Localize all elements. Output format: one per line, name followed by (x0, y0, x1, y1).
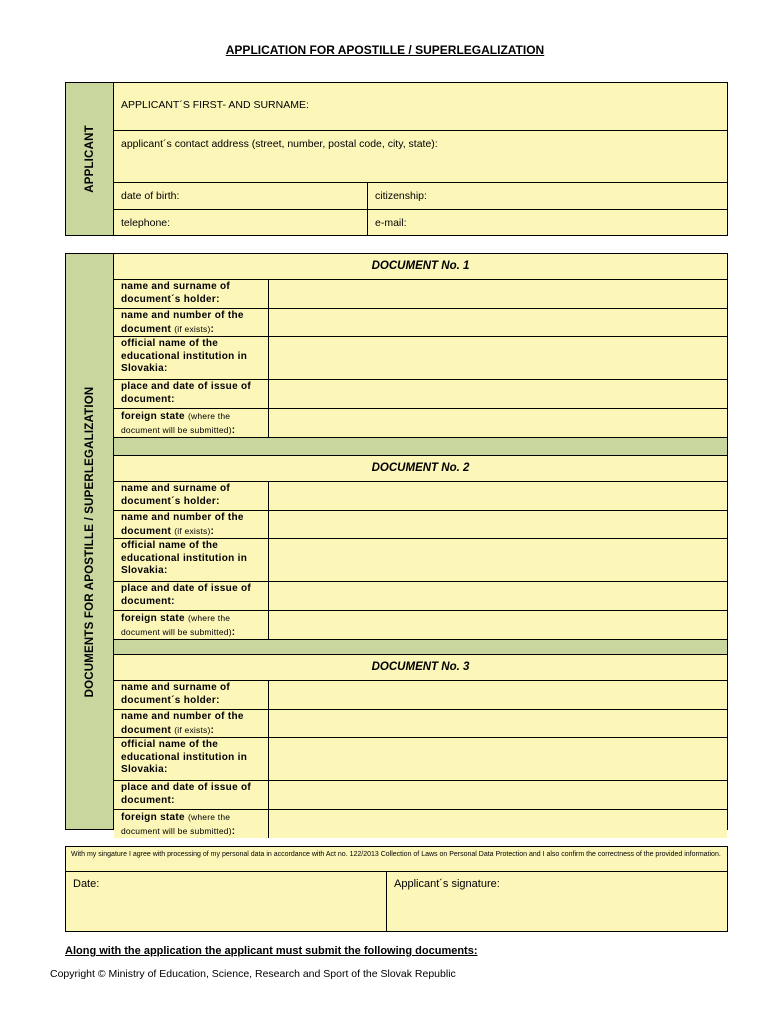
document-field-label-note: (where the document will be submitted) (121, 613, 232, 637)
applicant-address-field[interactable] (114, 131, 727, 182)
consent-text: With my singature I agree with processing of my personal data in accordance with Act no. 122/2013 Collection of Laws on Personal Data Protection and I also confirm the correctness of the provided information. (71, 851, 721, 858)
document-field-input-foreign[interactable] (269, 611, 727, 639)
document-field-label-issue: place and date of issue of document: (114, 781, 268, 809)
signature-label: Applicant´s signature: (394, 878, 500, 890)
signature-field[interactable] (387, 872, 727, 931)
document-field-input-holder[interactable] (269, 681, 727, 709)
document-field-input-institution[interactable] (269, 738, 727, 780)
document-field-label-main: name and number of the document (121, 512, 244, 537)
document-heading: DOCUMENT No. 2 (114, 456, 727, 481)
document-field-label-issue: place and date of issue of document: (114, 582, 268, 610)
dob-label: date of birth: (121, 190, 180, 202)
document-field-label-number: name and number of the document (if exists): (114, 511, 268, 538)
document-field-input-issue[interactable] (269, 582, 727, 610)
document-field-label-note: (where the document will be submitted) (121, 411, 232, 435)
document-field-input-number[interactable] (269, 511, 727, 538)
document-field-label-institution: official name of the educational institution in Slovakia: (114, 539, 268, 581)
document-field-label-note: (if exists) (174, 724, 211, 735)
document-field-label-main: foreign state (121, 411, 185, 422)
document-separator (114, 640, 727, 654)
document-field-label-main: name and number of the document (121, 711, 244, 736)
document-field-label-institution: official name of the educational institution in Slovakia: (114, 738, 268, 780)
document-heading: DOCUMENT No. 3 (114, 655, 727, 680)
document-field-label-note: (where the document will be submitted) (121, 812, 232, 836)
document-field-label-main: foreign state (121, 812, 185, 823)
form-title: APPLICATION FOR APOSTILLE / SUPERLEGALIZATION (225, 43, 545, 57)
document-field-label-holder: name and surname of document´s holder: (114, 482, 268, 510)
document-field-input-issue[interactable] (269, 380, 727, 408)
document-field-input-foreign[interactable] (269, 810, 727, 838)
document-field-label-number: name and number of the document (if exists): (114, 309, 268, 336)
document-field-input-holder[interactable] (269, 280, 727, 308)
consent-section (65, 846, 728, 932)
applicant-side-label (66, 83, 114, 235)
document-field-input-institution[interactable] (269, 337, 727, 379)
citizenship-label: citizenship: (375, 190, 427, 202)
email-label: e-mail: (375, 217, 407, 229)
document-field-label-number: name and number of the document (if exists): (114, 710, 268, 737)
copyright: Copyright © Ministry of Education, Science, Research and Sport of the Slovak Republic (50, 968, 456, 980)
document-field-input-issue[interactable] (269, 781, 727, 809)
document-field-label-main: name and number of the document (121, 310, 244, 335)
document-field-label-holder: name and surname of document´s holder: (114, 681, 268, 709)
citizenship-field[interactable] (368, 183, 727, 209)
date-field[interactable] (66, 872, 386, 931)
telephone-field[interactable] (114, 210, 367, 235)
date-label: Date: (73, 878, 100, 890)
document-field-label-holder: name and surname of document´s holder: (114, 280, 268, 308)
document-field-input-holder[interactable] (269, 482, 727, 510)
applicant-name-field[interactable] (114, 83, 727, 130)
document-field-input-number[interactable] (269, 710, 727, 737)
document-field-label-foreign: foreign state (where the document will be submitted): (114, 810, 268, 838)
document-field-label-issue: place and date of issue of document: (114, 380, 268, 408)
documents-section (65, 253, 728, 837)
email-field[interactable] (368, 210, 727, 235)
document-heading: DOCUMENT No. 1 (114, 254, 727, 279)
applicant-name-label: APPLICANT´S FIRST- AND SURNAME: (121, 99, 309, 111)
applicant-side-label-text: APPLICANT (83, 125, 96, 193)
applicant-address-label: applicant´s contact address (street, number, postal code, city, state): (121, 138, 438, 150)
document-field-input-number[interactable] (269, 309, 727, 336)
applicant-section (65, 82, 728, 236)
documents-side-label (66, 254, 114, 829)
document-field-label-note: (if exists) (174, 525, 211, 536)
document-field-label-foreign: foreign state (where the document will be submitted): (114, 611, 268, 639)
document-field-label-main: foreign state (121, 613, 185, 624)
document-field-label-foreign: foreign state (where the document will be submitted): (114, 409, 268, 437)
dob-field[interactable] (114, 183, 367, 209)
documents-side-label-text: DOCUMENTS FOR APOSTILLE / SUPERLEGALIZATION (83, 386, 96, 697)
required-documents-note: Along with the application the applicant must submit the following documents: (65, 945, 478, 957)
telephone-label: telephone: (121, 217, 171, 229)
document-separator (114, 438, 727, 455)
document-field-label-institution: official name of the educational institution in Slovakia: (114, 337, 268, 379)
document-field-label-note: (if exists) (174, 323, 211, 334)
document-field-input-institution[interactable] (269, 539, 727, 581)
document-field-input-foreign[interactable] (269, 409, 727, 437)
